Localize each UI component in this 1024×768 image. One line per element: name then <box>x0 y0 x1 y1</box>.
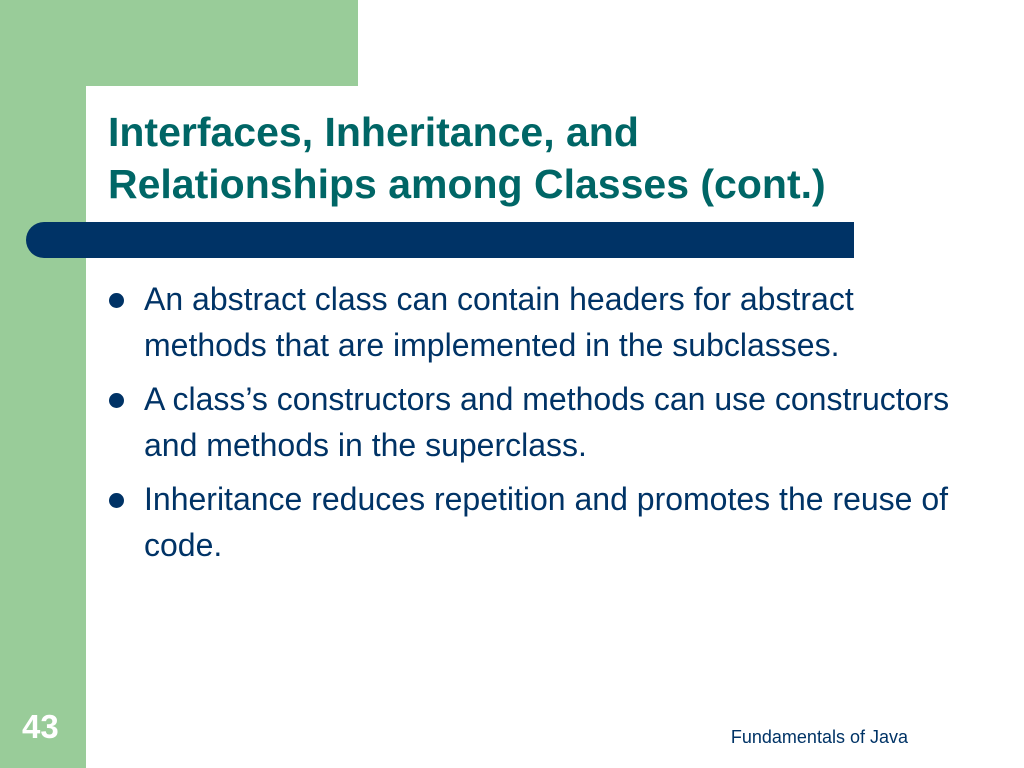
bullet-dot-icon <box>109 493 124 508</box>
slide-title-line-1: Interfaces, Inheritance, and <box>108 109 639 155</box>
slide-title-line-2: Relationships among Classes (cont.) <box>108 161 826 207</box>
bullet-item <box>104 376 964 468</box>
bullet-dot-icon <box>109 393 124 408</box>
green-top-band <box>0 0 358 86</box>
title-divider-bar <box>26 222 854 258</box>
slide-number: 43 <box>22 708 59 745</box>
footer-text: Fundamentals of Java <box>730 727 908 747</box>
bullet-text: Inheritance reduces repetition and promotes the reuse of code. <box>144 481 949 563</box>
green-side-band <box>0 0 86 768</box>
bullet-item <box>104 476 964 568</box>
bullet-item <box>104 276 964 368</box>
bullet-text: A class’s constructors and methods can use constructors and methods in the superclass. <box>144 381 950 463</box>
slide-title <box>108 106 988 210</box>
bullet-text: An abstract class can contain headers for abstract methods that are implemented in the subclasses. <box>144 281 854 363</box>
bullet-list <box>104 276 964 576</box>
bullet-dot-icon <box>109 293 124 308</box>
